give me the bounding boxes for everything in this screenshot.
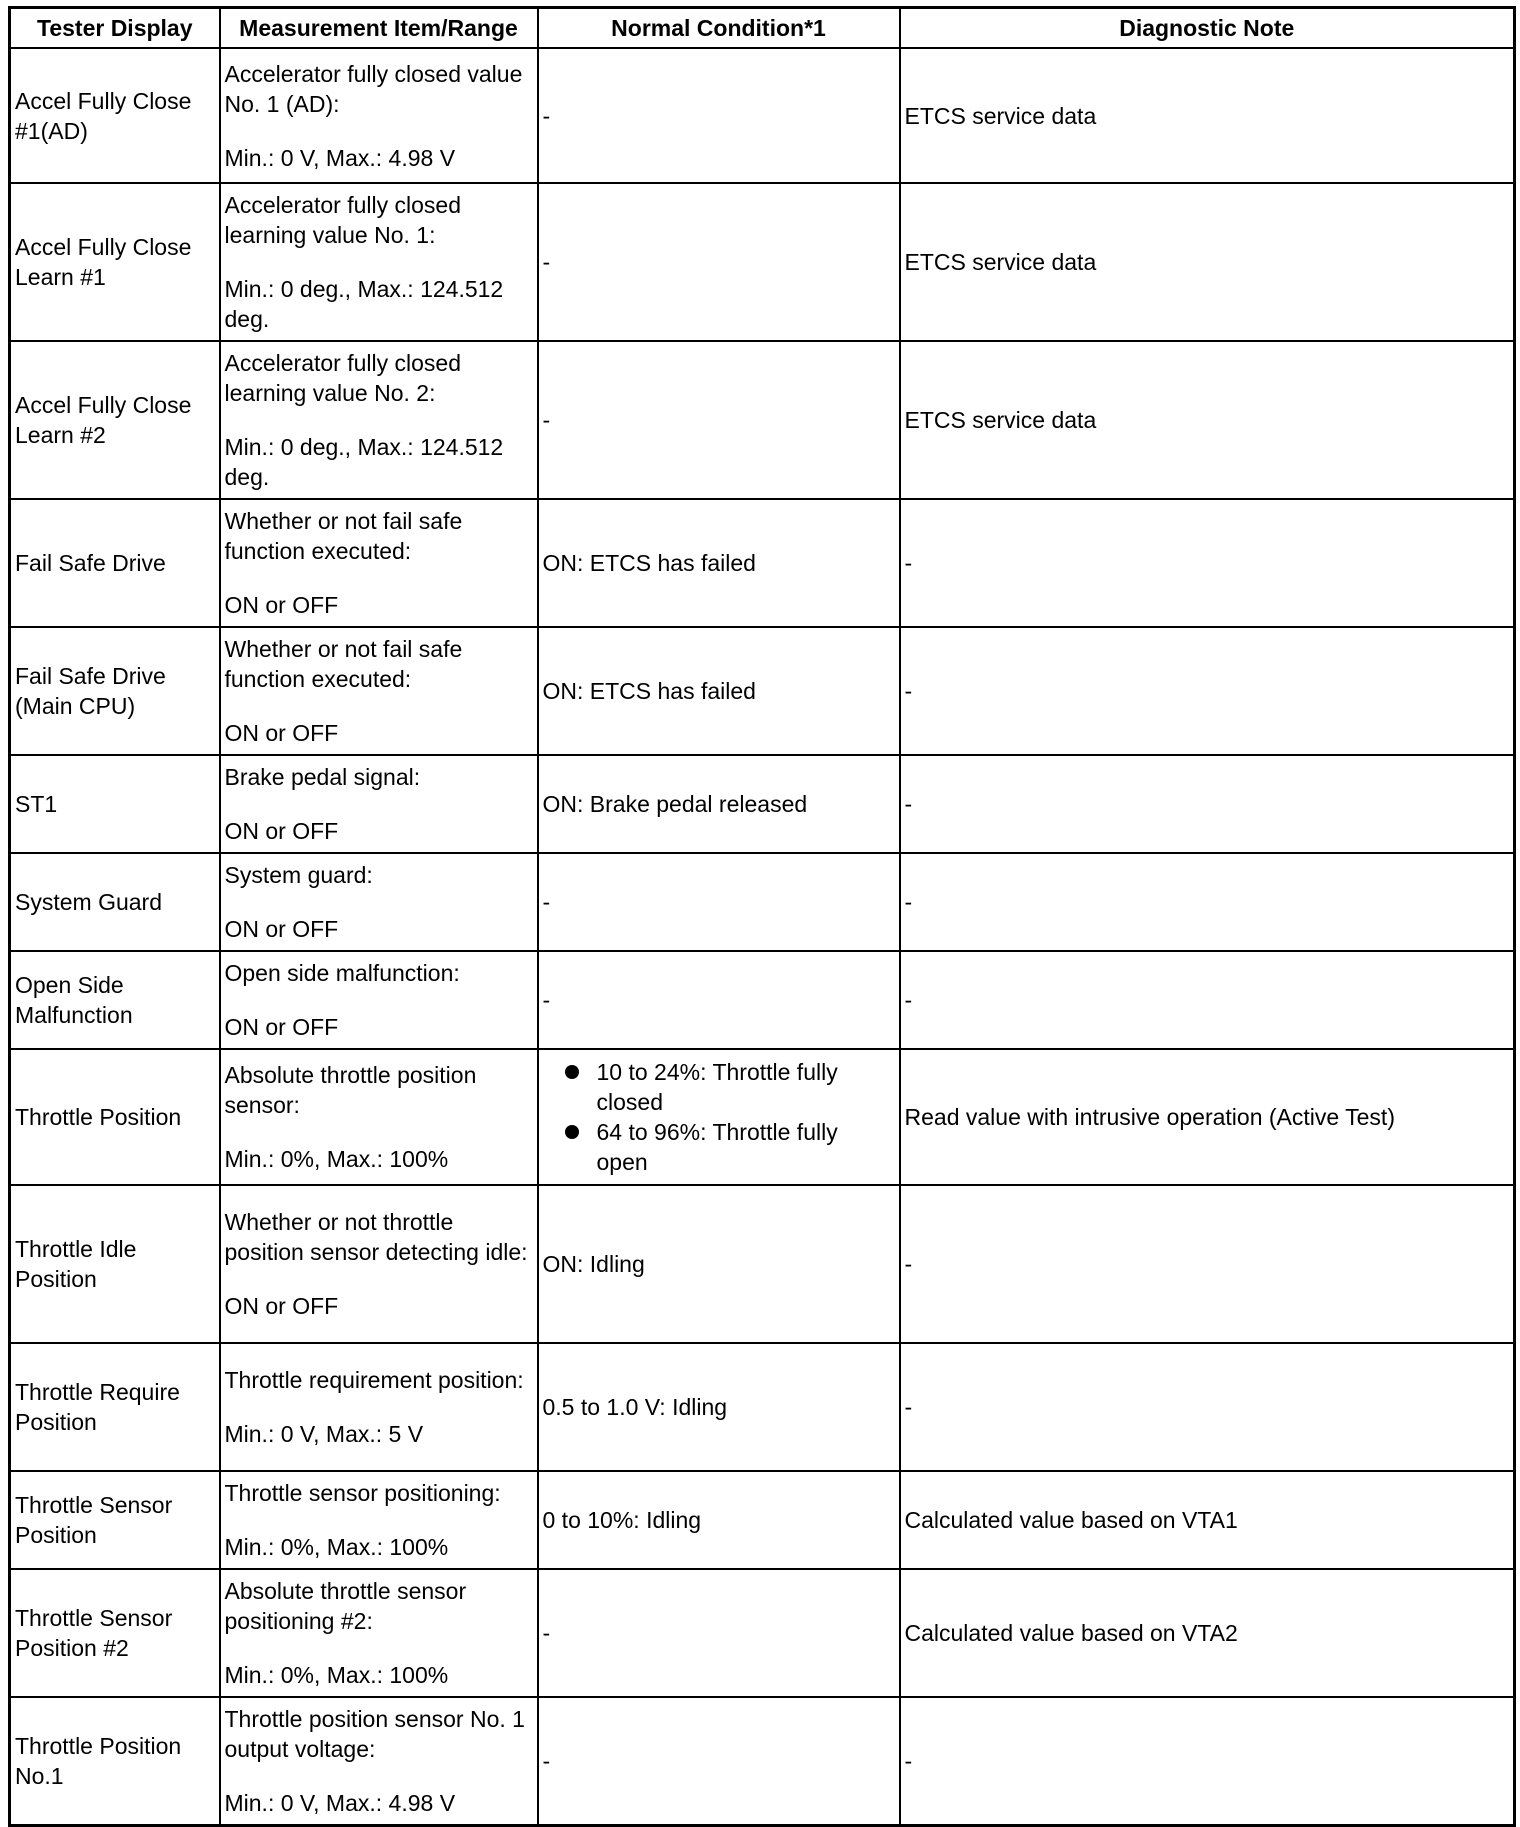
diagnostic-note-cell: Read value with intrusive operation (Active Test) — [900, 1049, 1515, 1185]
table-row — [10, 755, 1515, 853]
table-row — [10, 183, 1515, 341]
measurement-cell — [220, 755, 538, 853]
normal-condition-cell: ON: ETCS has failed — [538, 627, 900, 755]
tester-display-cell: Throttle Idle Position — [10, 1185, 220, 1343]
measurement-item: Open side malfunction: — [224, 960, 460, 986]
table-row — [10, 1049, 1515, 1185]
bullet-icon — [565, 1065, 579, 1079]
normal-condition-list — [543, 1057, 894, 1177]
measurement-range: Min.: 0 deg., Max.: 124.512 deg. — [224, 276, 504, 332]
table-row — [10, 951, 1515, 1049]
measurement-range: ON or OFF — [224, 818, 339, 844]
measurement-range: Min.: 0 V, Max.: 4.98 V — [224, 144, 456, 171]
table-row — [10, 627, 1515, 755]
diagnostic-note-cell: Calculated value based on VTA1 — [900, 1471, 1515, 1569]
measurement-item: Accelerator fully closed learning value No. 1: — [224, 192, 461, 248]
measurement-range: Min.: 0%, Max.: 100% — [224, 1534, 449, 1560]
tester-display-cell: Fail Safe Drive (Main CPU) — [10, 627, 220, 755]
measurement-item: Accelerator fully closed learning value No. 2: — [224, 350, 461, 406]
measurement-range: ON or OFF — [224, 916, 339, 942]
measurement-item: Whether or not fail safe function executed: — [224, 508, 463, 564]
tester-display-cell: System Guard — [10, 853, 220, 951]
header-tester-display: Tester Display — [10, 8, 220, 49]
measurement-range: ON or OFF — [224, 720, 339, 746]
tester-display-cell: Fail Safe Drive — [10, 499, 220, 627]
measurement-range: ON or OFF — [224, 1014, 339, 1040]
diagnostic-note-cell: ETCS service data — [900, 341, 1515, 499]
measurement-range: Min.: 0%, Max.: 100% — [224, 1146, 449, 1172]
measurement-range: Min.: 0 V, Max.: 5 V — [224, 1421, 424, 1447]
list-item-text: 10 to 24%: Throttle fully closed — [596, 1059, 838, 1115]
measurement-cell — [220, 1049, 538, 1185]
measurement-item: Accelerator fully closed value No. 1 (AD): — [224, 60, 523, 117]
tester-display-cell: Throttle Require Position — [10, 1343, 220, 1471]
diagnostic-note-cell: - — [900, 951, 1515, 1049]
diagnostic-note-cell: ETCS service data — [900, 183, 1515, 341]
table-row — [10, 1471, 1515, 1569]
measurement-range: Min.: 0 V, Max.: 4.98 V — [224, 1789, 456, 1816]
measurement-cell — [220, 1697, 538, 1825]
diagnostic-note-cell: - — [900, 1343, 1515, 1471]
tester-display-cell: Throttle Position No.1 — [10, 1697, 220, 1825]
measurement-range: ON or OFF — [224, 592, 339, 618]
list-item-text: 64 to 96%: Throttle fully open — [596, 1119, 838, 1175]
diagnostic-note-cell: - — [900, 853, 1515, 951]
header-row — [10, 8, 1515, 49]
measurement-item: Brake pedal signal: — [224, 764, 421, 790]
measurement-item: System guard: — [224, 862, 373, 888]
normal-condition-cell: ON: ETCS has failed — [538, 499, 900, 627]
normal-condition-cell: ON: Idling — [538, 1185, 900, 1343]
list-item — [543, 1057, 894, 1117]
diagnostic-note-cell: Calculated value based on VTA2 — [900, 1569, 1515, 1697]
table-row — [10, 853, 1515, 951]
normal-condition-cell: - — [538, 853, 900, 951]
tester-display-cell: Throttle Position — [10, 1049, 220, 1185]
measurement-cell — [220, 1569, 538, 1697]
measurement-item: Throttle sensor positioning: — [224, 1480, 501, 1506]
measurement-item: Absolute throttle sensor positioning #2: — [224, 1578, 467, 1634]
diagnostic-note-cell: - — [900, 499, 1515, 627]
measurement-item: Throttle position sensor No. 1 output voltage: — [224, 1705, 525, 1762]
measurement-range: Min.: 0%, Max.: 100% — [224, 1662, 449, 1688]
normal-condition-cell: - — [538, 1569, 900, 1697]
header-measurement-item: Measurement Item/Range — [220, 8, 538, 49]
table-row — [10, 341, 1515, 499]
normal-condition-cell: 0.5 to 1.0 V: Idling — [538, 1343, 900, 1471]
tester-display-cell: Accel Fully Close Learn #2 — [10, 341, 220, 499]
table-row — [10, 1343, 1515, 1471]
measurement-item: Throttle requirement position: — [224, 1367, 524, 1393]
bullet-icon — [565, 1125, 579, 1139]
normal-condition-cell: - — [538, 183, 900, 341]
tester-display-cell: Open Side Malfunction — [10, 951, 220, 1049]
table-row — [10, 1569, 1515, 1697]
list-item — [543, 1117, 894, 1177]
measurement-item: Whether or not fail safe function executed: — [224, 636, 463, 692]
diagnostic-note-cell: - — [900, 1697, 1515, 1825]
normal-condition-cell: - — [538, 48, 900, 183]
measurement-item: Absolute throttle position sensor: — [224, 1062, 477, 1118]
measurement-range: ON or OFF — [224, 1293, 339, 1319]
header-diagnostic-note: Diagnostic Note — [900, 8, 1515, 49]
measurement-cell — [220, 499, 538, 627]
measurement-item: Whether or not throttle position sensor detecting idle: — [224, 1209, 528, 1265]
diagnostic-note-cell: - — [900, 1185, 1515, 1343]
normal-condition-cell — [538, 1049, 900, 1185]
table-row — [10, 1697, 1515, 1825]
normal-condition-cell: 0 to 10%: Idling — [538, 1471, 900, 1569]
header-normal-condition: Normal Condition*1 — [538, 8, 900, 49]
diagnostic-note-cell: - — [900, 755, 1515, 853]
normal-condition-cell: ON: Brake pedal released — [538, 755, 900, 853]
tester-display-cell: Throttle Sensor Position — [10, 1471, 220, 1569]
measurement-cell — [220, 341, 538, 499]
tester-display-cell: Throttle Sensor Position #2 — [10, 1569, 220, 1697]
table-row — [10, 1185, 1515, 1343]
tester-display-cell: Accel Fully Close #1(AD) — [10, 48, 220, 183]
tester-display-cell: ST1 — [10, 755, 220, 853]
measurement-cell — [220, 951, 538, 1049]
table-row — [10, 48, 1515, 183]
measurement-cell — [220, 1185, 538, 1343]
diagnostic-note-cell: - — [900, 627, 1515, 755]
measurement-cell — [220, 183, 538, 341]
table-row — [10, 499, 1515, 627]
diagnostic-note-cell: ETCS service data — [900, 48, 1515, 183]
normal-condition-cell: - — [538, 1697, 900, 1825]
measurement-range: Min.: 0 deg., Max.: 124.512 deg. — [224, 434, 504, 490]
tester-display-cell: Accel Fully Close Learn #1 — [10, 183, 220, 341]
measurement-cell — [220, 627, 538, 755]
measurement-cell — [220, 48, 538, 183]
measurement-cell — [220, 1471, 538, 1569]
measurement-cell — [220, 1343, 538, 1471]
data-list-table — [8, 6, 1516, 1827]
normal-condition-cell: - — [538, 341, 900, 499]
measurement-cell — [220, 853, 538, 951]
normal-condition-cell: - — [538, 951, 900, 1049]
